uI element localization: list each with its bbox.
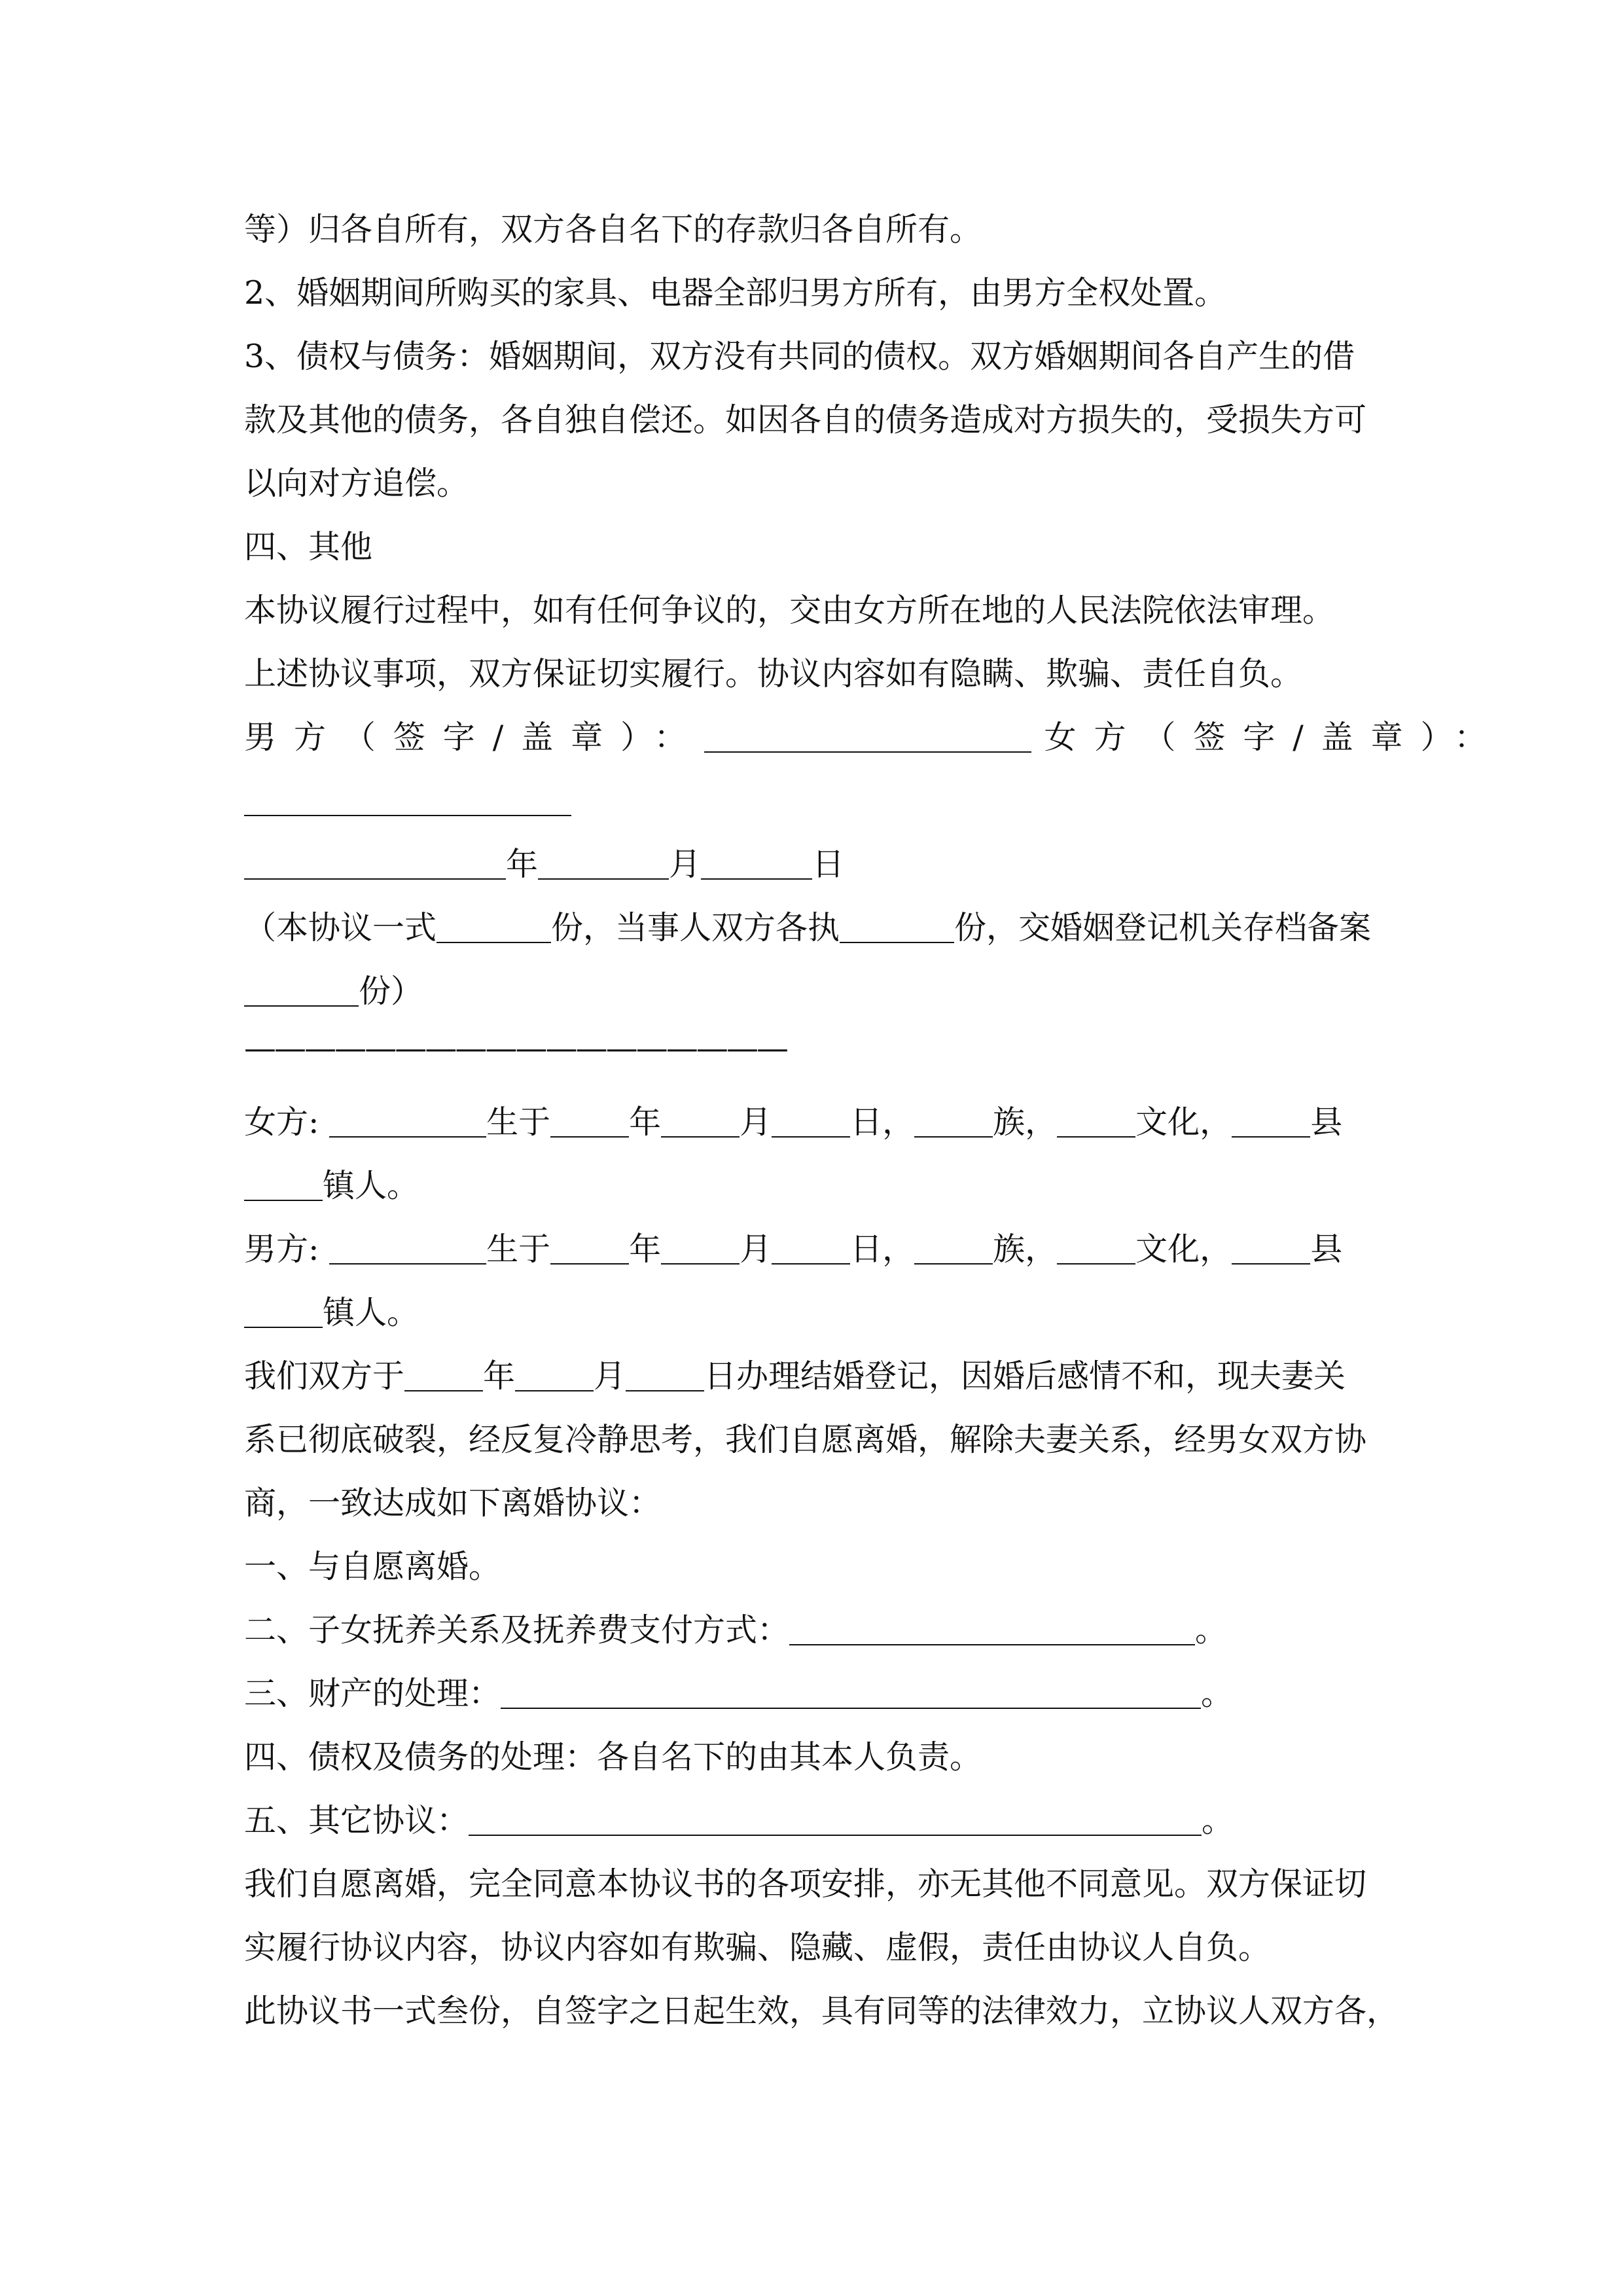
town-label: 镇人。 bbox=[323, 1294, 419, 1331]
male-signature-blank bbox=[704, 719, 1031, 753]
female-info-line bbox=[244, 1090, 1383, 1154]
copies-line bbox=[244, 960, 1383, 1023]
year-label: 年 bbox=[483, 1357, 516, 1395]
text-line: 3、债权与债务：婚姻期间，双方没有共同的债权。双方婚姻期间各自产生的借 bbox=[244, 338, 1355, 375]
text-line: 我们自愿离婚，完全同意本协议书的各项安排，亦无其他不同意见。双方保证切 bbox=[244, 1865, 1367, 1903]
year-blank bbox=[404, 1358, 483, 1391]
month-blank bbox=[538, 846, 669, 880]
name-blank bbox=[329, 1231, 486, 1265]
text-line: 商，一致达成如下离婚协议： bbox=[244, 1484, 662, 1522]
month-label: 月 bbox=[740, 1103, 772, 1141]
signature-line bbox=[244, 769, 1383, 833]
clause-blank bbox=[501, 1676, 1201, 1709]
marriage-line bbox=[244, 1344, 1383, 1408]
day-blank bbox=[772, 1104, 850, 1138]
day-blank bbox=[701, 846, 812, 880]
copies-text: 份，交婚姻登记机关存档备案 bbox=[954, 909, 1372, 946]
clause-1: 一、与自愿离婚。 bbox=[244, 1548, 501, 1585]
county-label: 县 bbox=[1310, 1103, 1343, 1141]
copies-line bbox=[244, 896, 1383, 960]
clause-text: 三、财产的处理： bbox=[244, 1675, 501, 1712]
birth-label: 生于 bbox=[486, 1230, 551, 1268]
month-label: 月 bbox=[669, 846, 702, 883]
text-line: 本协议履行过程中，如有任何争议的，交由女方所在地的人民法院依法审理。 bbox=[244, 592, 1335, 629]
month-blank bbox=[661, 1231, 740, 1265]
male-label: 男方: bbox=[244, 1230, 319, 1268]
year-blank bbox=[244, 846, 506, 880]
copies-text: （本协议一式 bbox=[244, 909, 437, 946]
day-label: 日 bbox=[812, 846, 845, 883]
female-signature-label: 女方（签字/盖章）： bbox=[1044, 719, 1505, 756]
female-signature-blank bbox=[244, 783, 571, 816]
county-blank bbox=[1232, 1231, 1310, 1265]
month-blank bbox=[515, 1358, 594, 1391]
town-blank bbox=[244, 1168, 323, 1201]
female-label: 女方: bbox=[244, 1103, 319, 1141]
day-label: 日， bbox=[850, 1103, 915, 1141]
year-blank bbox=[550, 1104, 629, 1138]
day-blank bbox=[626, 1358, 704, 1391]
marriage-text: 日办理结婚登记，因婚后感情不和，现夫妻关 bbox=[704, 1357, 1346, 1395]
culture-label: 文化， bbox=[1135, 1103, 1232, 1141]
text-line: 上述协议事项，双方保证切实履行。协议内容如有隐瞒、欺骗、责任自负。 bbox=[244, 655, 1303, 692]
month-blank bbox=[661, 1104, 740, 1138]
clause-5 bbox=[244, 1789, 1383, 1852]
text-line: 等）归各自所有，双方各自名下的存款归各自所有。 bbox=[244, 211, 982, 248]
text-line: 2、婚姻期间所购买的家具、电器全部归男方所有，由男方全权处置。 bbox=[244, 274, 1227, 312]
section-heading: 四、其他 bbox=[244, 528, 373, 565]
year-label: 年 bbox=[629, 1230, 662, 1268]
culture-blank bbox=[1057, 1231, 1135, 1265]
text-line: 系已彻底破裂，经反复冷静思考，我们自愿离婚，解除夫妻关系，经男女双方协 bbox=[244, 1421, 1367, 1458]
month-label: 月 bbox=[740, 1230, 772, 1268]
clause-blank bbox=[789, 1612, 1195, 1645]
month-label: 月 bbox=[594, 1357, 626, 1395]
text-line: 实履行协议内容，协议内容如有欺骗、隐藏、虚假，责任由协议人自负。 bbox=[244, 1929, 1271, 1966]
birth-label: 生于 bbox=[486, 1103, 551, 1141]
clause-text: 二、子女抚养关系及抚养费支付方式： bbox=[244, 1611, 790, 1649]
text-line: 款及其他的债务，各自独自偿还。如因各自的债务造成对方损失的，受损失方可 bbox=[244, 401, 1367, 439]
name-blank bbox=[329, 1104, 486, 1138]
day-blank bbox=[772, 1231, 850, 1265]
text-line: 此协议书一式叁份，自签字之日起生效，具有同等的法律效力，立协议人双方各， bbox=[244, 1992, 1399, 2030]
text-line: 以向对方追偿。 bbox=[244, 465, 469, 502]
ethnic-blank bbox=[914, 1231, 993, 1265]
clause-2 bbox=[244, 1598, 1383, 1662]
town-blank bbox=[244, 1295, 323, 1328]
copies-text: 份，当事人双方各执 bbox=[551, 909, 840, 946]
clause-period: 。 bbox=[1201, 1675, 1234, 1712]
copies-blank bbox=[437, 910, 551, 943]
marriage-text: 我们双方于 bbox=[244, 1357, 405, 1395]
county-label: 县 bbox=[1310, 1230, 1343, 1268]
copies-blank bbox=[840, 910, 954, 943]
town-label: 镇人。 bbox=[323, 1167, 419, 1204]
copies-text: 份） bbox=[359, 973, 423, 1010]
clause-4: 四、债权及债务的处理：各自名下的由其本人负责。 bbox=[244, 1738, 982, 1776]
ethnic-label: 族， bbox=[993, 1103, 1058, 1141]
county-blank bbox=[1232, 1104, 1310, 1138]
clause-3 bbox=[244, 1662, 1383, 1725]
year-label: 年 bbox=[506, 846, 539, 883]
male-info-line bbox=[244, 1281, 1383, 1344]
culture-label: 文化， bbox=[1135, 1230, 1232, 1268]
clause-period: 。 bbox=[1202, 1802, 1234, 1839]
year-label: 年 bbox=[629, 1103, 662, 1141]
date-line bbox=[244, 833, 1383, 896]
culture-blank bbox=[1057, 1104, 1135, 1138]
male-info-line bbox=[244, 1217, 1383, 1281]
signature-line bbox=[244, 706, 1505, 769]
ethnic-blank bbox=[914, 1104, 993, 1138]
day-label: 日， bbox=[850, 1230, 915, 1268]
ethnic-label: 族， bbox=[993, 1230, 1058, 1268]
copies-blank bbox=[244, 973, 359, 1007]
female-info-line bbox=[244, 1154, 1383, 1217]
clause-text: 五、其它协议： bbox=[244, 1802, 469, 1839]
separator-dashes: —————————————————— bbox=[244, 1030, 787, 1067]
year-blank bbox=[550, 1231, 629, 1265]
clause-period: 。 bbox=[1195, 1611, 1228, 1649]
clause-blank bbox=[469, 1803, 1202, 1836]
male-signature-label: 男方（签字/盖章）： bbox=[244, 719, 704, 756]
